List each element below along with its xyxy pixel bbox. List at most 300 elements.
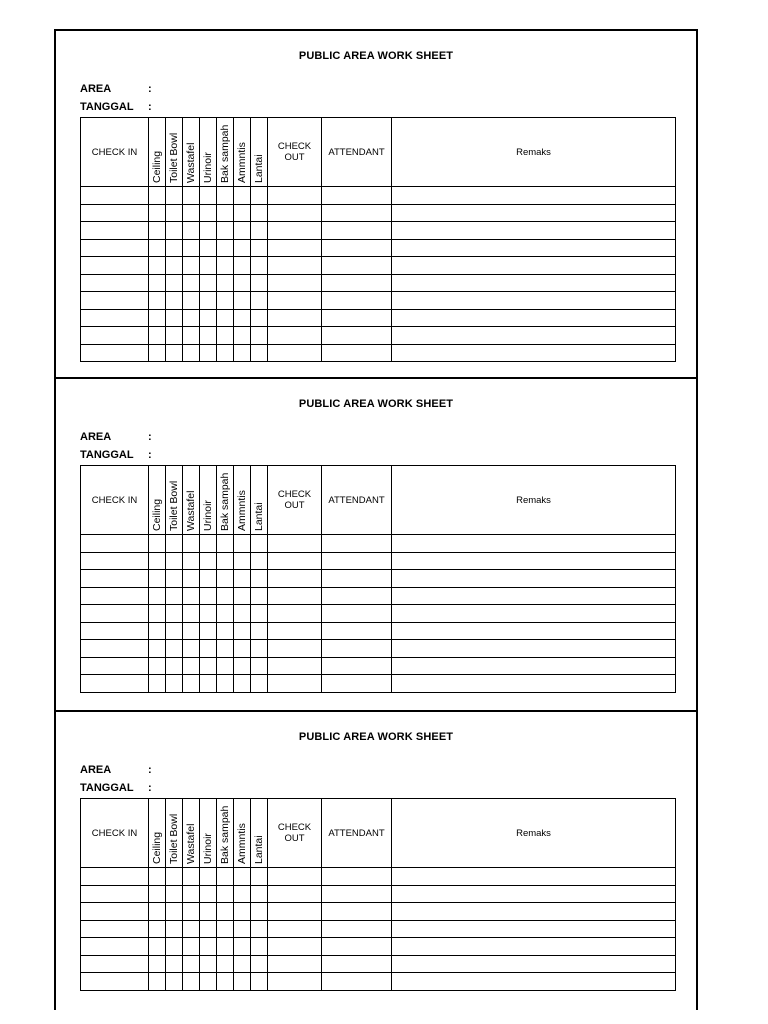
cell-urinoir[interactable] (200, 605, 217, 623)
cell-bak-sampah[interactable] (217, 938, 234, 956)
cell-remaks[interactable] (392, 257, 676, 275)
cell-check-out[interactable] (268, 657, 322, 675)
cell-wastafel[interactable] (183, 239, 200, 257)
table-row (81, 570, 676, 588)
cell-remaks[interactable] (392, 640, 676, 658)
column-label: Ammntis (236, 142, 248, 183)
cell-urinoir[interactable] (200, 327, 217, 345)
cell-attendant[interactable] (322, 920, 392, 938)
cell-wastafel[interactable] (183, 292, 200, 310)
cell-ammntis[interactable] (234, 955, 251, 973)
cell-remaks[interactable] (392, 657, 676, 675)
cell-wastafel[interactable] (183, 222, 200, 240)
cell-wastafel[interactable] (183, 868, 200, 886)
cell-bak-sampah[interactable] (217, 903, 234, 921)
cell-toilet-bowl[interactable] (166, 657, 183, 675)
cell-check-out[interactable] (268, 222, 322, 240)
cell-ammntis[interactable] (234, 587, 251, 605)
cell-attendant[interactable] (322, 587, 392, 605)
cell-toilet-bowl[interactable] (166, 327, 183, 345)
cell-lantai[interactable] (251, 955, 268, 973)
cell-ammntis[interactable] (234, 920, 251, 938)
cell-wastafel[interactable] (183, 955, 200, 973)
cell-lantai[interactable] (251, 903, 268, 921)
cell-remaks[interactable] (392, 903, 676, 921)
cell-wastafel[interactable] (183, 640, 200, 658)
cell-attendant[interactable] (322, 955, 392, 973)
cell-lantai[interactable] (251, 204, 268, 222)
cell-urinoir[interactable] (200, 955, 217, 973)
column-header-lantai (251, 466, 268, 535)
cell-wastafel[interactable] (183, 570, 200, 588)
cell-ceiling[interactable] (149, 292, 166, 310)
cell-ceiling[interactable] (149, 622, 166, 640)
cell-urinoir[interactable] (200, 885, 217, 903)
cell-remaks[interactable] (392, 204, 676, 222)
cell-remaks[interactable] (392, 292, 676, 310)
cell-remaks[interactable] (392, 222, 676, 240)
cell-ammntis[interactable] (234, 868, 251, 886)
cell-lantai[interactable] (251, 587, 268, 605)
cell-urinoir[interactable] (200, 920, 217, 938)
cell-attendant[interactable] (322, 239, 392, 257)
cell-wastafel[interactable] (183, 344, 200, 362)
cell-urinoir[interactable] (200, 868, 217, 886)
cell-check-in[interactable] (81, 920, 149, 938)
cell-remaks[interactable] (392, 675, 676, 693)
cell-ceiling[interactable] (149, 903, 166, 921)
cell-toilet-bowl[interactable] (166, 204, 183, 222)
cell-toilet-bowl[interactable] (166, 920, 183, 938)
column-label: Wastafel (185, 823, 197, 864)
cell-check-out[interactable] (268, 622, 322, 640)
cell-attendant[interactable] (322, 552, 392, 570)
cell-check-out[interactable] (268, 675, 322, 693)
cell-toilet-bowl[interactable] (166, 552, 183, 570)
cell-wastafel[interactable] (183, 327, 200, 345)
cell-toilet-bowl[interactable] (166, 622, 183, 640)
cell-check-in[interactable] (81, 903, 149, 921)
cell-remaks[interactable] (392, 327, 676, 345)
cell-ceiling[interactable] (149, 344, 166, 362)
cell-lantai[interactable] (251, 552, 268, 570)
cell-ceiling[interactable] (149, 675, 166, 693)
cell-check-in[interactable] (81, 344, 149, 362)
cell-urinoir[interactable] (200, 187, 217, 205)
cell-bak-sampah[interactable] (217, 868, 234, 886)
cell-bak-sampah[interactable] (217, 204, 234, 222)
column-header-check-in: CHECK IN (81, 799, 149, 868)
cell-urinoir[interactable] (200, 239, 217, 257)
cell-urinoir[interactable] (200, 204, 217, 222)
cell-check-in[interactable] (81, 938, 149, 956)
cell-lantai[interactable] (251, 622, 268, 640)
cell-toilet-bowl[interactable] (166, 222, 183, 240)
cell-remaks[interactable] (392, 868, 676, 886)
cell-ammntis[interactable] (234, 327, 251, 345)
cell-lantai[interactable] (251, 885, 268, 903)
cell-attendant[interactable] (322, 640, 392, 658)
cell-lantai[interactable] (251, 973, 268, 991)
cell-wastafel[interactable] (183, 552, 200, 570)
cell-bak-sampah[interactable] (217, 955, 234, 973)
column-header-ammntis (234, 466, 251, 535)
cell-urinoir[interactable] (200, 657, 217, 675)
cell-ceiling[interactable] (149, 955, 166, 973)
cell-lantai[interactable] (251, 605, 268, 623)
cell-remaks[interactable] (392, 274, 676, 292)
cell-check-out[interactable] (268, 204, 322, 222)
cell-toilet-bowl[interactable] (166, 973, 183, 991)
cell-remaks[interactable] (392, 570, 676, 588)
column-header-check-out: CHECK OUT (268, 118, 322, 187)
cell-ammntis[interactable] (234, 657, 251, 675)
cell-check-in[interactable] (81, 605, 149, 623)
cell-toilet-bowl[interactable] (166, 570, 183, 588)
cell-remaks[interactable] (392, 552, 676, 570)
cell-toilet-bowl[interactable] (166, 885, 183, 903)
cell-wastafel[interactable] (183, 257, 200, 275)
cell-toilet-bowl[interactable] (166, 955, 183, 973)
column-header-bak-sampah (217, 118, 234, 187)
cell-toilet-bowl[interactable] (166, 938, 183, 956)
cell-check-out[interactable] (268, 605, 322, 623)
cell-check-in[interactable] (81, 973, 149, 991)
cell-toilet-bowl[interactable] (166, 903, 183, 921)
cell-check-in[interactable] (81, 657, 149, 675)
table-row (81, 239, 676, 257)
cell-check-out[interactable] (268, 292, 322, 310)
cell-ammntis[interactable] (234, 605, 251, 623)
cell-check-out[interactable] (268, 938, 322, 956)
cell-check-in[interactable] (81, 535, 149, 553)
cell-toilet-bowl[interactable] (166, 309, 183, 327)
cell-wastafel[interactable] (183, 622, 200, 640)
cell-check-out[interactable] (268, 552, 322, 570)
cell-urinoir[interactable] (200, 587, 217, 605)
cell-wastafel[interactable] (183, 605, 200, 623)
cell-check-in[interactable] (81, 640, 149, 658)
cell-bak-sampah[interactable] (217, 535, 234, 553)
cell-ammntis[interactable] (234, 535, 251, 553)
cell-check-out[interactable] (268, 570, 322, 588)
cell-ceiling[interactable] (149, 309, 166, 327)
cell-check-out[interactable] (268, 327, 322, 345)
cell-ammntis[interactable] (234, 292, 251, 310)
cell-bak-sampah[interactable] (217, 344, 234, 362)
cell-check-in[interactable] (81, 552, 149, 570)
cell-ammntis[interactable] (234, 187, 251, 205)
cell-ammntis[interactable] (234, 938, 251, 956)
cell-ammntis[interactable] (234, 640, 251, 658)
cell-urinoir[interactable] (200, 622, 217, 640)
cell-check-in[interactable] (81, 327, 149, 345)
cell-ceiling[interactable] (149, 222, 166, 240)
cell-wastafel[interactable] (183, 973, 200, 991)
cell-attendant[interactable] (322, 622, 392, 640)
cell-ceiling[interactable] (149, 187, 166, 205)
cell-bak-sampah[interactable] (217, 257, 234, 275)
cell-ammntis[interactable] (234, 204, 251, 222)
cell-attendant[interactable] (322, 885, 392, 903)
cell-attendant[interactable] (322, 605, 392, 623)
cell-wastafel[interactable] (183, 675, 200, 693)
cell-check-out[interactable] (268, 885, 322, 903)
cell-lantai[interactable] (251, 920, 268, 938)
cell-toilet-bowl[interactable] (166, 274, 183, 292)
cell-ammntis[interactable] (234, 274, 251, 292)
cell-ammntis[interactable] (234, 222, 251, 240)
cell-attendant[interactable] (322, 309, 392, 327)
cell-attendant[interactable] (322, 535, 392, 553)
cell-check-in[interactable] (81, 187, 149, 205)
cell-remaks[interactable] (392, 920, 676, 938)
cell-check-out[interactable] (268, 187, 322, 205)
cell-ceiling[interactable] (149, 640, 166, 658)
cell-bak-sampah[interactable] (217, 327, 234, 345)
cell-check-in[interactable] (81, 622, 149, 640)
cell-ceiling[interactable] (149, 605, 166, 623)
cell-check-in[interactable] (81, 675, 149, 693)
cell-toilet-bowl[interactable] (166, 605, 183, 623)
cell-toilet-bowl[interactable] (166, 187, 183, 205)
column-label: Bak sampah (219, 805, 231, 864)
cell-wastafel[interactable] (183, 535, 200, 553)
cell-bak-sampah[interactable] (217, 274, 234, 292)
cell-urinoir[interactable] (200, 535, 217, 553)
cell-attendant[interactable] (322, 327, 392, 345)
cell-check-out[interactable] (268, 920, 322, 938)
cell-bak-sampah[interactable] (217, 552, 234, 570)
cell-lantai[interactable] (251, 938, 268, 956)
cell-ammntis[interactable] (234, 239, 251, 257)
cell-lantai[interactable] (251, 292, 268, 310)
cell-lantai[interactable] (251, 675, 268, 693)
cell-check-in[interactable] (81, 222, 149, 240)
cell-ceiling[interactable] (149, 973, 166, 991)
cell-bak-sampah[interactable] (217, 292, 234, 310)
cell-check-in[interactable] (81, 587, 149, 605)
cell-ammntis[interactable] (234, 552, 251, 570)
cell-remaks[interactable] (392, 938, 676, 956)
cell-check-in[interactable] (81, 257, 149, 275)
cell-ammntis[interactable] (234, 570, 251, 588)
cell-remaks[interactable] (392, 535, 676, 553)
cell-bak-sampah[interactable] (217, 222, 234, 240)
cell-attendant[interactable] (322, 222, 392, 240)
cell-remaks[interactable] (392, 973, 676, 991)
cell-urinoir[interactable] (200, 274, 217, 292)
cell-ceiling[interactable] (149, 535, 166, 553)
cell-wastafel[interactable] (183, 903, 200, 921)
cell-attendant[interactable] (322, 973, 392, 991)
cell-wastafel[interactable] (183, 187, 200, 205)
cell-lantai[interactable] (251, 187, 268, 205)
cell-lantai[interactable] (251, 535, 268, 553)
cell-bak-sampah[interactable] (217, 587, 234, 605)
cell-toilet-bowl[interactable] (166, 239, 183, 257)
cell-ceiling[interactable] (149, 938, 166, 956)
column-label: Bak sampah (219, 472, 231, 531)
cell-bak-sampah[interactable] (217, 640, 234, 658)
cell-remaks[interactable] (392, 309, 676, 327)
cell-bak-sampah[interactable] (217, 239, 234, 257)
cell-ceiling[interactable] (149, 570, 166, 588)
cell-attendant[interactable] (322, 344, 392, 362)
cell-ceiling[interactable] (149, 257, 166, 275)
cell-bak-sampah[interactable] (217, 675, 234, 693)
cell-urinoir[interactable] (200, 973, 217, 991)
cell-urinoir[interactable] (200, 552, 217, 570)
cell-check-out[interactable] (268, 309, 322, 327)
cell-check-in[interactable] (81, 274, 149, 292)
cell-urinoir[interactable] (200, 640, 217, 658)
cell-ammntis[interactable] (234, 257, 251, 275)
cell-check-in[interactable] (81, 292, 149, 310)
cell-check-out[interactable] (268, 535, 322, 553)
cell-urinoir[interactable] (200, 222, 217, 240)
cell-check-out[interactable] (268, 239, 322, 257)
cell-remaks[interactable] (392, 885, 676, 903)
cell-remaks[interactable] (392, 605, 676, 623)
cell-wastafel[interactable] (183, 657, 200, 675)
cell-attendant[interactable] (322, 657, 392, 675)
cell-bak-sampah[interactable] (217, 973, 234, 991)
cell-ammntis[interactable] (234, 344, 251, 362)
cell-check-in[interactable] (81, 204, 149, 222)
cell-ammntis[interactable] (234, 885, 251, 903)
cell-lantai[interactable] (251, 344, 268, 362)
cell-ceiling[interactable] (149, 552, 166, 570)
cell-ceiling[interactable] (149, 204, 166, 222)
cell-bak-sampah[interactable] (217, 920, 234, 938)
cell-check-out[interactable] (268, 973, 322, 991)
cell-bak-sampah[interactable] (217, 187, 234, 205)
cell-check-out[interactable] (268, 903, 322, 921)
cell-ammntis[interactable] (234, 973, 251, 991)
cell-wastafel[interactable] (183, 204, 200, 222)
cell-check-in[interactable] (81, 570, 149, 588)
cell-lantai[interactable] (251, 868, 268, 886)
cell-attendant[interactable] (322, 187, 392, 205)
cell-attendant[interactable] (322, 570, 392, 588)
cell-wastafel[interactable] (183, 587, 200, 605)
cell-remaks[interactable] (392, 187, 676, 205)
cell-ceiling[interactable] (149, 327, 166, 345)
cell-ceiling[interactable] (149, 587, 166, 605)
cell-lantai[interactable] (251, 257, 268, 275)
cell-lantai[interactable] (251, 640, 268, 658)
cell-wastafel[interactable] (183, 274, 200, 292)
cell-remaks[interactable] (392, 239, 676, 257)
cell-wastafel[interactable] (183, 309, 200, 327)
cell-toilet-bowl[interactable] (166, 535, 183, 553)
cell-check-out[interactable] (268, 640, 322, 658)
cell-bak-sampah[interactable] (217, 885, 234, 903)
cell-urinoir[interactable] (200, 292, 217, 310)
cell-lantai[interactable] (251, 274, 268, 292)
cell-remaks[interactable] (392, 587, 676, 605)
column-header-urinoir (200, 799, 217, 868)
cell-check-out[interactable] (268, 274, 322, 292)
cell-check-in[interactable] (81, 868, 149, 886)
cell-attendant[interactable] (322, 204, 392, 222)
cell-attendant[interactable] (322, 868, 392, 886)
cell-check-out[interactable] (268, 344, 322, 362)
cell-lantai[interactable] (251, 570, 268, 588)
cell-bak-sampah[interactable] (217, 309, 234, 327)
cell-ceiling[interactable] (149, 920, 166, 938)
cell-check-out[interactable] (268, 257, 322, 275)
cell-toilet-bowl[interactable] (166, 257, 183, 275)
cell-wastafel[interactable] (183, 885, 200, 903)
cell-lantai[interactable] (251, 309, 268, 327)
cell-toilet-bowl[interactable] (166, 868, 183, 886)
column-header-check-in: CHECK IN (81, 118, 149, 187)
cell-check-in[interactable] (81, 239, 149, 257)
cell-ammntis[interactable] (234, 309, 251, 327)
cell-ceiling[interactable] (149, 657, 166, 675)
cell-check-out[interactable] (268, 868, 322, 886)
cell-attendant[interactable] (322, 903, 392, 921)
cell-ammntis[interactable] (234, 622, 251, 640)
cell-check-out[interactable] (268, 955, 322, 973)
cell-attendant[interactable] (322, 274, 392, 292)
cell-bak-sampah[interactable] (217, 570, 234, 588)
cell-remaks[interactable] (392, 622, 676, 640)
cell-bak-sampah[interactable] (217, 605, 234, 623)
cell-toilet-bowl[interactable] (166, 292, 183, 310)
cell-urinoir[interactable] (200, 675, 217, 693)
cell-toilet-bowl[interactable] (166, 587, 183, 605)
cell-lantai[interactable] (251, 327, 268, 345)
cell-wastafel[interactable] (183, 920, 200, 938)
cell-urinoir[interactable] (200, 344, 217, 362)
cell-urinoir[interactable] (200, 309, 217, 327)
cell-ceiling[interactable] (149, 274, 166, 292)
cell-toilet-bowl[interactable] (166, 344, 183, 362)
cell-bak-sampah[interactable] (217, 622, 234, 640)
cell-attendant[interactable] (322, 292, 392, 310)
cell-lantai[interactable] (251, 222, 268, 240)
cell-bak-sampah[interactable] (217, 657, 234, 675)
cell-toilet-bowl[interactable] (166, 640, 183, 658)
cell-ceiling[interactable] (149, 868, 166, 886)
cell-ceiling[interactable] (149, 885, 166, 903)
cell-urinoir[interactable] (200, 903, 217, 921)
cell-check-in[interactable] (81, 885, 149, 903)
cell-ammntis[interactable] (234, 675, 251, 693)
cell-remaks[interactable] (392, 344, 676, 362)
cell-attendant[interactable] (322, 257, 392, 275)
cell-urinoir[interactable] (200, 570, 217, 588)
cell-check-in[interactable] (81, 955, 149, 973)
cell-lantai[interactable] (251, 657, 268, 675)
cell-ammntis[interactable] (234, 903, 251, 921)
cell-toilet-bowl[interactable] (166, 675, 183, 693)
cell-lantai[interactable] (251, 239, 268, 257)
cell-attendant[interactable] (322, 675, 392, 693)
cell-check-out[interactable] (268, 587, 322, 605)
table-row (81, 309, 676, 327)
cell-attendant[interactable] (322, 938, 392, 956)
cell-urinoir[interactable] (200, 257, 217, 275)
cell-ceiling[interactable] (149, 239, 166, 257)
cell-wastafel[interactable] (183, 938, 200, 956)
cell-remaks[interactable] (392, 955, 676, 973)
cell-check-in[interactable] (81, 309, 149, 327)
cell-urinoir[interactable] (200, 938, 217, 956)
